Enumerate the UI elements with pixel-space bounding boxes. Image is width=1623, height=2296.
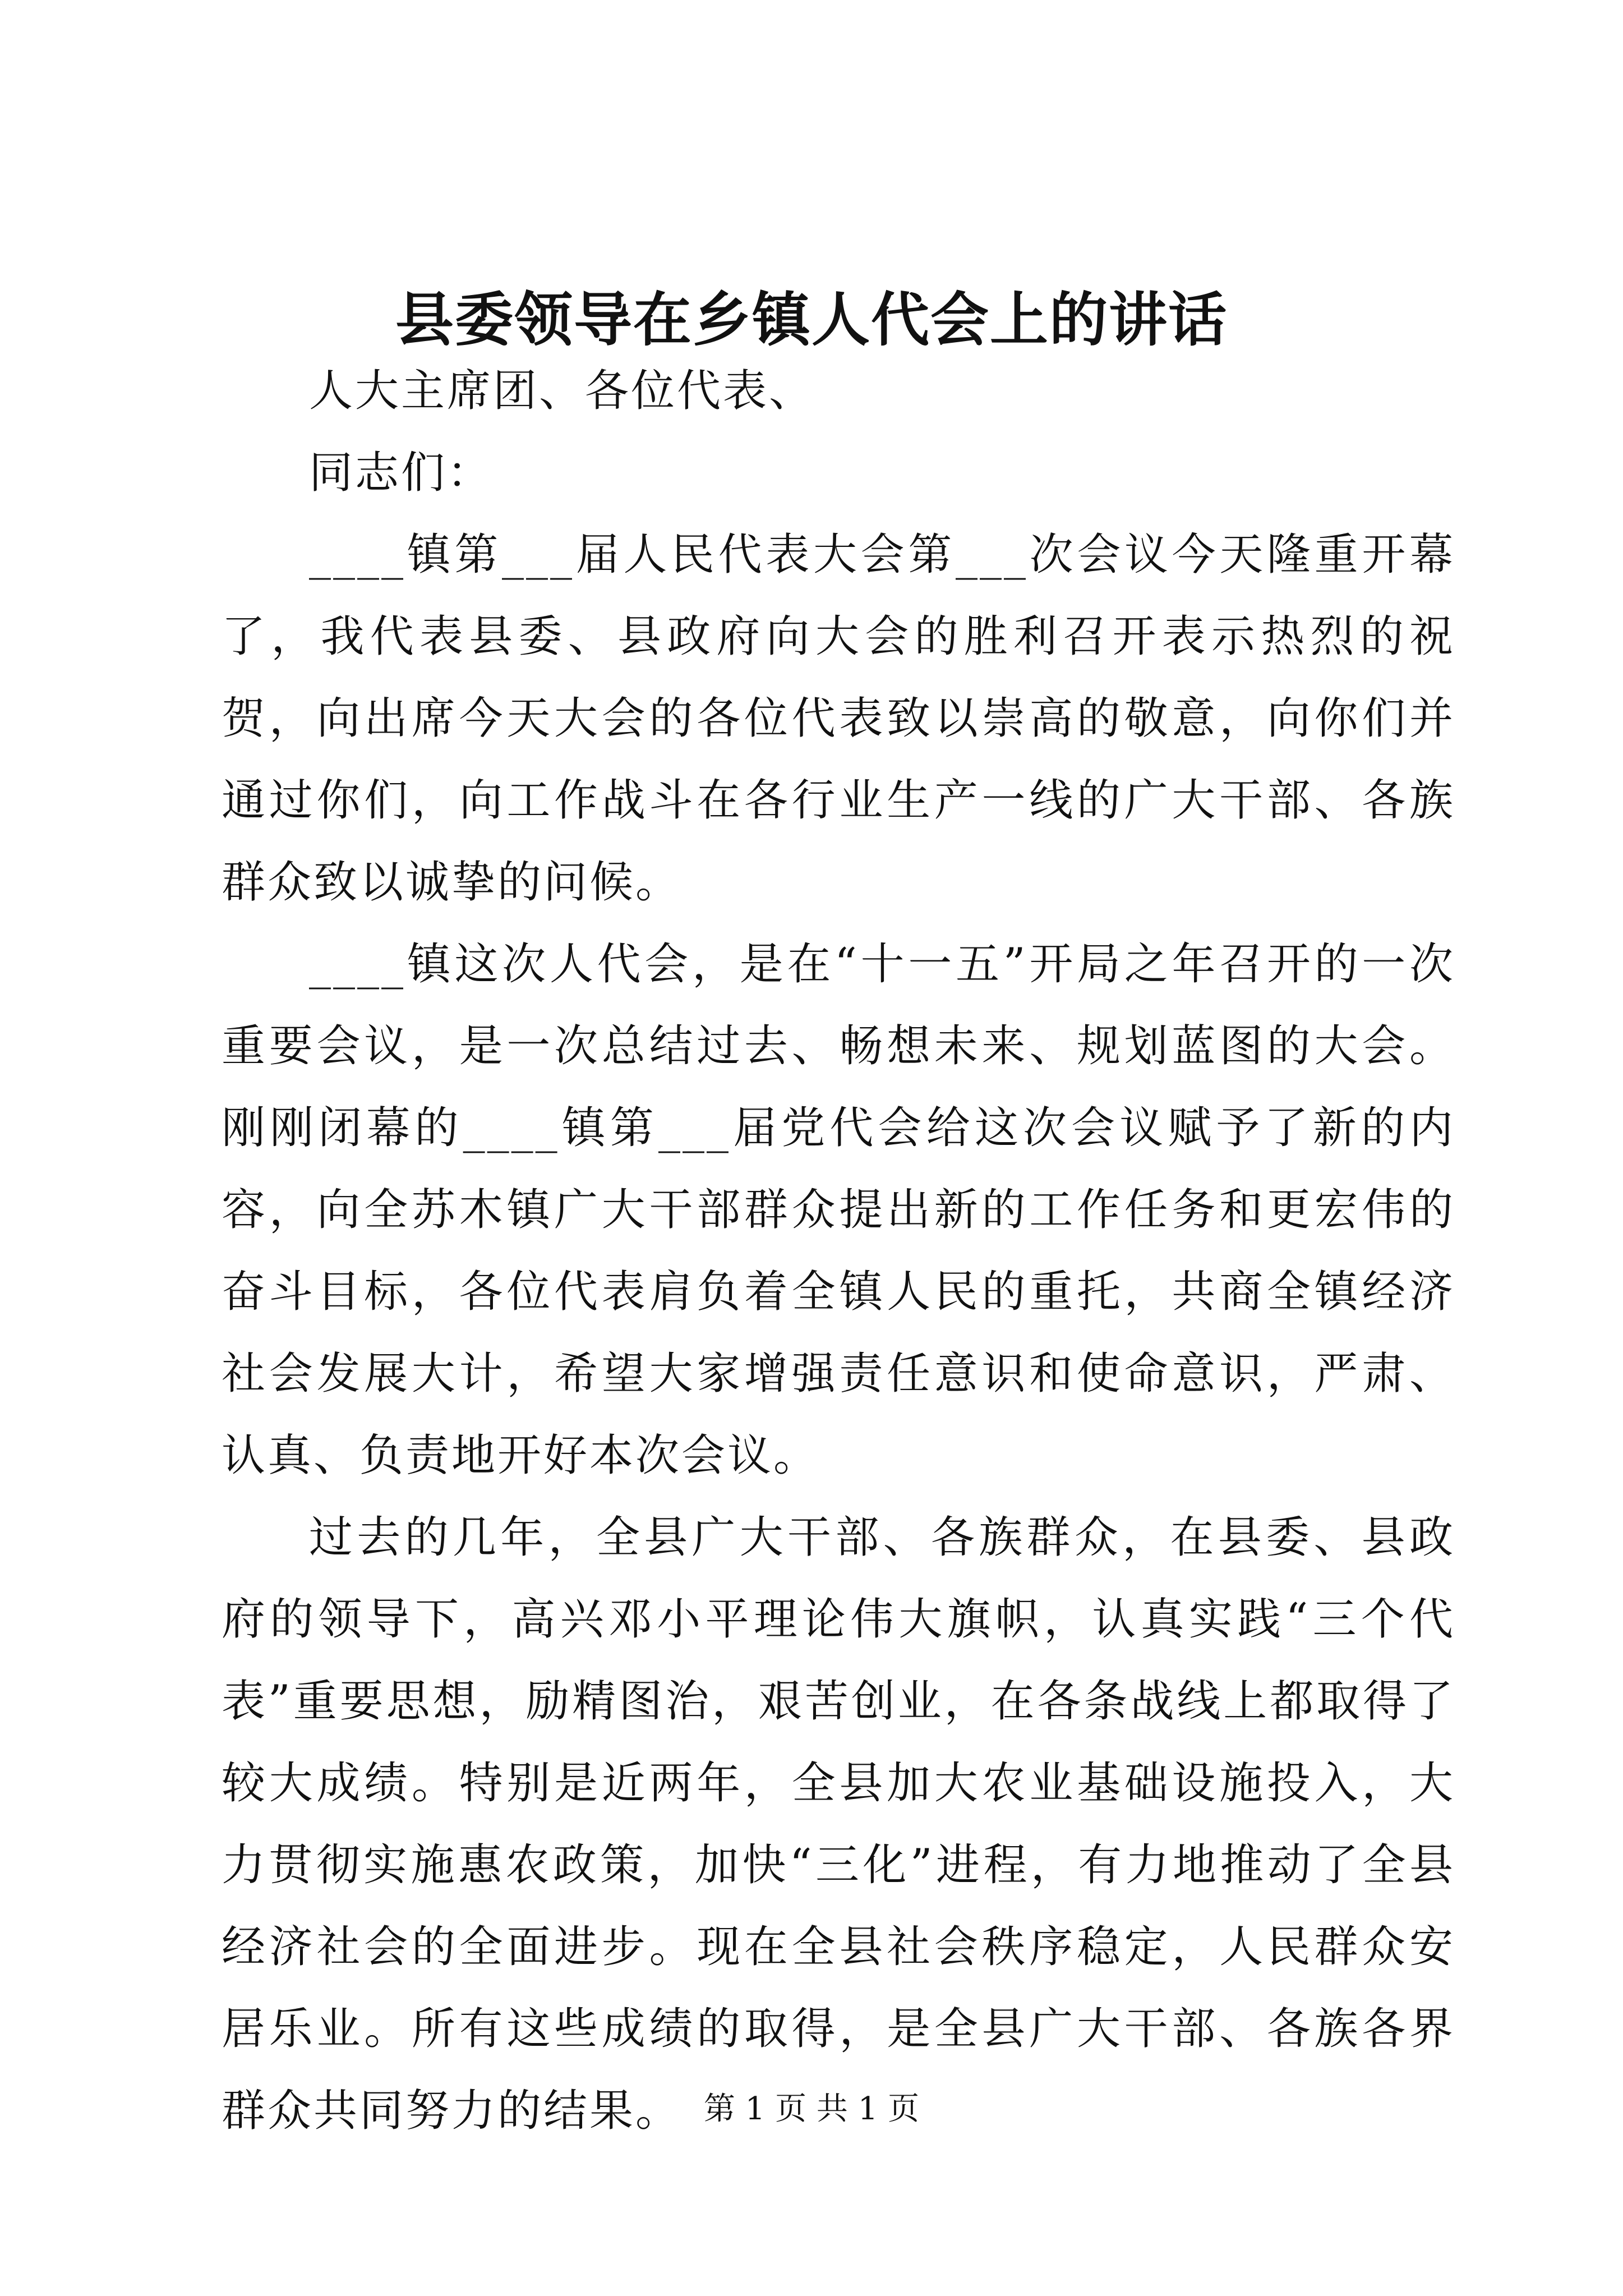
body-paragraph: ____镇这次人代会，是在“十一五”开局之年召开的一次重要会议，是一次总结过去、畅想未来、规划蓝图的大会。刚刚闭幕的____镇第___届党代会给这次会议赋予了新的内容，向全苏木镇广大干部群众提出新的工作任务和更宏伟的奋斗目标，各位代表肩负着全镇人民的重托，共商全镇经济社会发展大计，希望大家增强责任意识和使命意识，严肃、认真、负责地开好本次会议。 xyxy=(222,939,1455,1481)
body-paragraph: 过去的几年，全县广大干部、各族群众，在县委、县政府的领导下，高兴邓小平理论伟大旗帜，认真实践“三个代表”重要思想，励精图治，艰苦创业，在各条战线上都取得了较大成绩。特别是近两年，全县加大农业基础设施投入，大力贯彻实施惠农政策，加快“三化”进程，有力地推动了全县经济社会的全面进步。现在全县社会秩序稳定，人民群众安居乐业。所有这些成绩的取得，是全县广大干部、各族各界群众共同努力的结果。 xyxy=(222,1512,1455,2136)
salutation-line: 人大主席团、各位代表、 xyxy=(309,366,815,416)
page-footer: 第 1 页 共 1 页 xyxy=(703,2091,920,2127)
document-title: 县委领导在乡镇人代会上的讲话 xyxy=(395,285,1228,354)
salutation-line: 同志们： xyxy=(309,448,494,498)
document-body xyxy=(222,350,1455,2152)
body-paragraph: ____镇第___届人民代表大会第___次会议今天隆重开幕了，我代表县委、县政府向大会的胜利召开表示热烈的祝贺，向出席今天大会的各位代表致以崇高的敬意，向你们并通过你们，向工作战斗在各行业生产一线的广大干部、各族群众致以诚挚的问候。 xyxy=(222,530,1455,908)
